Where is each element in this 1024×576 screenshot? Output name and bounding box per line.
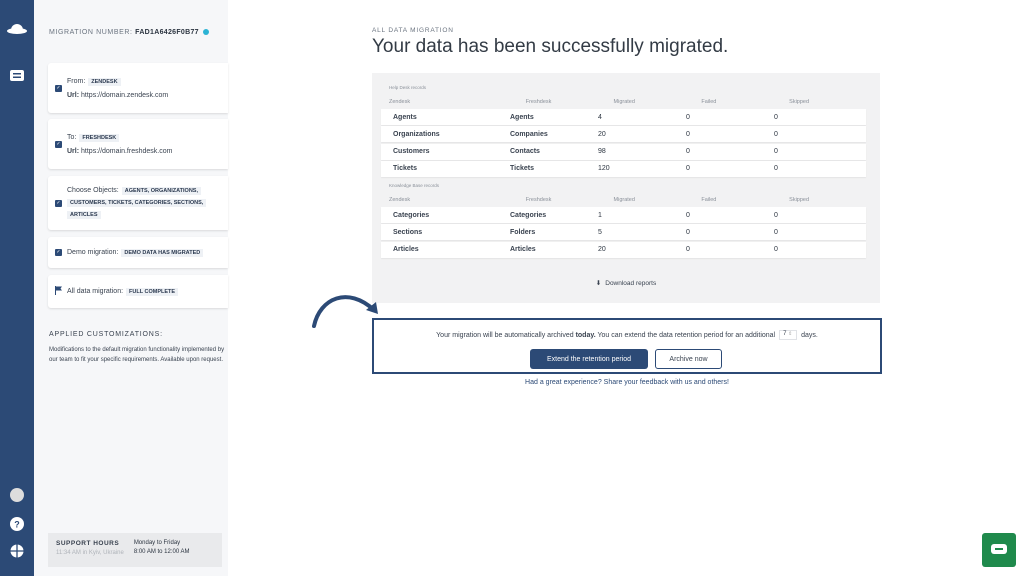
- archive-now-button[interactable]: Archive now: [655, 349, 722, 369]
- table-cell: Organizations: [393, 130, 440, 138]
- list-icon[interactable]: [9, 67, 25, 83]
- url-label: Url:: [67, 147, 80, 155]
- table-cell: 0: [686, 165, 690, 173]
- download-icon: ⬇: [595, 280, 602, 287]
- table-cell: 0: [686, 130, 690, 138]
- table-cell: Agents: [393, 113, 417, 121]
- full-migration-card: [48, 275, 228, 308]
- table-cell: 0: [774, 211, 778, 219]
- table-cell: 20: [598, 130, 606, 138]
- avatar[interactable]: [9, 487, 25, 503]
- support-hours-range: 8:00 AM to 12:00 AM: [133, 549, 190, 555]
- migration-number-value: FAD1A6426F0B77: [135, 29, 199, 36]
- checkbox-checked-icon: ✓: [56, 140, 61, 147]
- table-cell: Categories: [393, 211, 430, 219]
- table-cell: Agents: [510, 113, 534, 121]
- table-cell: Sections: [393, 228, 423, 236]
- table-cell: Categories: [510, 211, 547, 219]
- table-cell: 0: [686, 148, 690, 156]
- objects-tag: CUSTOMERS, TICKETS, CATEGORIES, SECTIONS,: [67, 199, 206, 207]
- download-label[interactable]: Download reports: [605, 280, 657, 287]
- archive-notice: [372, 318, 882, 374]
- chat-button[interactable]: [982, 533, 1016, 567]
- demo-card: [48, 237, 228, 268]
- checkbox-checked-icon: ✓: [56, 199, 61, 206]
- table-header: [389, 197, 869, 203]
- card-label: Demo migration:: [67, 249, 119, 256]
- table-cell: 4: [598, 113, 602, 121]
- column-header: Skipped: [789, 197, 810, 203]
- table-cell: Folders: [510, 228, 536, 236]
- page-label: ALL DATA MIGRATION: [372, 27, 454, 34]
- notice-text: Your migration will be automatically archived: [436, 331, 576, 339]
- table-cell: Articles: [510, 246, 536, 254]
- table-cell: 0: [686, 211, 690, 219]
- table-cell: 0: [774, 165, 778, 173]
- support-days: Monday to Friday: [133, 540, 181, 546]
- table-cell: Tickets: [393, 165, 417, 173]
- target-tag: FRESHDESK: [79, 134, 119, 142]
- migration-summary-panel: [34, 0, 228, 576]
- flag-icon: [55, 286, 62, 297]
- checkbox-checked-icon: ✓: [56, 84, 61, 91]
- source-tag: ZENDESK: [88, 78, 120, 86]
- column-header: Freshdesk: [525, 197, 552, 203]
- column-header: Migrated: [613, 99, 635, 105]
- source-card: [48, 63, 228, 113]
- column-header: Zendesk: [389, 197, 411, 203]
- objects-tag: AGENTS, ORGANIZATIONS,: [122, 187, 201, 195]
- column-header: Skipped: [789, 99, 810, 105]
- table-row: [381, 242, 866, 258]
- svg-text:?: ?: [14, 519, 20, 530]
- card-label: All data migration:: [67, 288, 124, 295]
- table-row: [381, 109, 866, 125]
- column-header: Failed: [701, 197, 717, 203]
- table-row: [381, 144, 866, 160]
- column-header: Failed: [701, 99, 717, 105]
- table-cell: Contacts: [510, 148, 540, 156]
- table-cell: 120: [598, 165, 610, 173]
- notice-text: days.: [801, 331, 818, 339]
- table-cell: Tickets: [510, 165, 534, 173]
- chat-icon: [991, 544, 1007, 556]
- notice-text: You can extend the data retention period for an additional: [595, 331, 776, 339]
- column-header: Freshdesk: [525, 99, 552, 105]
- table-cell: Customers: [393, 148, 430, 156]
- table-cell: 98: [598, 148, 606, 156]
- card-label: Choose Objects:: [67, 187, 119, 194]
- table-cell: 5: [598, 228, 602, 236]
- stepper-arrows-icon[interactable]: ⇕: [788, 331, 793, 337]
- demo-tag: DEMO DATA HAS MIGRATED: [121, 249, 203, 257]
- customizations-title: APPLIED CUSTOMIZATIONS:: [49, 331, 163, 338]
- table-row: [381, 207, 866, 223]
- section-title: Knowledge Base records: [389, 183, 440, 188]
- table-cell: 0: [686, 246, 690, 254]
- table-row: [381, 126, 866, 142]
- table-cell: 0: [774, 246, 778, 254]
- section-title: Help Desk records: [389, 85, 427, 90]
- table-cell: 1: [598, 211, 602, 219]
- feedback-link[interactable]: Had a great experience? Share your feedback with us and others!: [525, 379, 729, 386]
- table-cell: 0: [686, 113, 690, 121]
- help-icon[interactable]: [9, 516, 25, 532]
- download-reports-link[interactable]: [372, 279, 880, 287]
- table-cell: 0: [774, 113, 778, 121]
- globe-icon[interactable]: [9, 543, 25, 559]
- days-value[interactable]: 7: [783, 331, 787, 337]
- logo-icon[interactable]: [5, 22, 29, 38]
- target-card: [48, 119, 228, 169]
- customizations-text: Modifications to the default migration functionality implemented by our team to fit your specific requirements. Available upon request.: [49, 347, 225, 363]
- table-cell: Companies: [510, 130, 548, 138]
- support-local-time: 11:34 AM in Kyiv, Ukraine: [56, 550, 124, 556]
- objects-tag: ARTICLES: [67, 211, 101, 219]
- table-cell: Articles: [393, 246, 419, 254]
- migration-number-label: MIGRATION NUMBER:: [49, 29, 133, 36]
- notice-today: today.: [575, 331, 596, 339]
- support-title: SUPPORT HOURS: [56, 540, 120, 547]
- migration-number: [49, 29, 209, 36]
- table-cell: 0: [686, 228, 690, 236]
- page-title: Your data has been successfully migrated.: [372, 36, 729, 57]
- column-header: Zendesk: [389, 99, 411, 105]
- days-stepper[interactable]: [779, 330, 797, 340]
- report-panel: [372, 73, 880, 303]
- table-row: [381, 224, 866, 240]
- table-cell: 0: [774, 228, 778, 236]
- support-hours: [48, 533, 222, 567]
- table-cell: 0: [774, 130, 778, 138]
- full-tag: FULL COMPLETE: [126, 288, 178, 296]
- objects-card: [48, 176, 228, 230]
- source-url: https://domain.zendesk.com: [81, 91, 169, 99]
- card-label: To:: [67, 133, 77, 141]
- info-icon[interactable]: [203, 29, 209, 35]
- table-header: [389, 99, 869, 105]
- url-label: Url:: [67, 91, 80, 99]
- nav-rail: [0, 0, 34, 576]
- table-cell: 20: [598, 246, 606, 254]
- column-header: Migrated: [613, 197, 635, 203]
- card-label: From:: [67, 77, 86, 85]
- table-cell: 0: [774, 148, 778, 156]
- target-url: https://domain.freshdesk.com: [81, 147, 173, 155]
- extend-retention-button[interactable]: Extend the retention period: [530, 349, 648, 369]
- checkbox-checked-icon: ✓: [56, 249, 61, 255]
- table-row: [381, 161, 866, 177]
